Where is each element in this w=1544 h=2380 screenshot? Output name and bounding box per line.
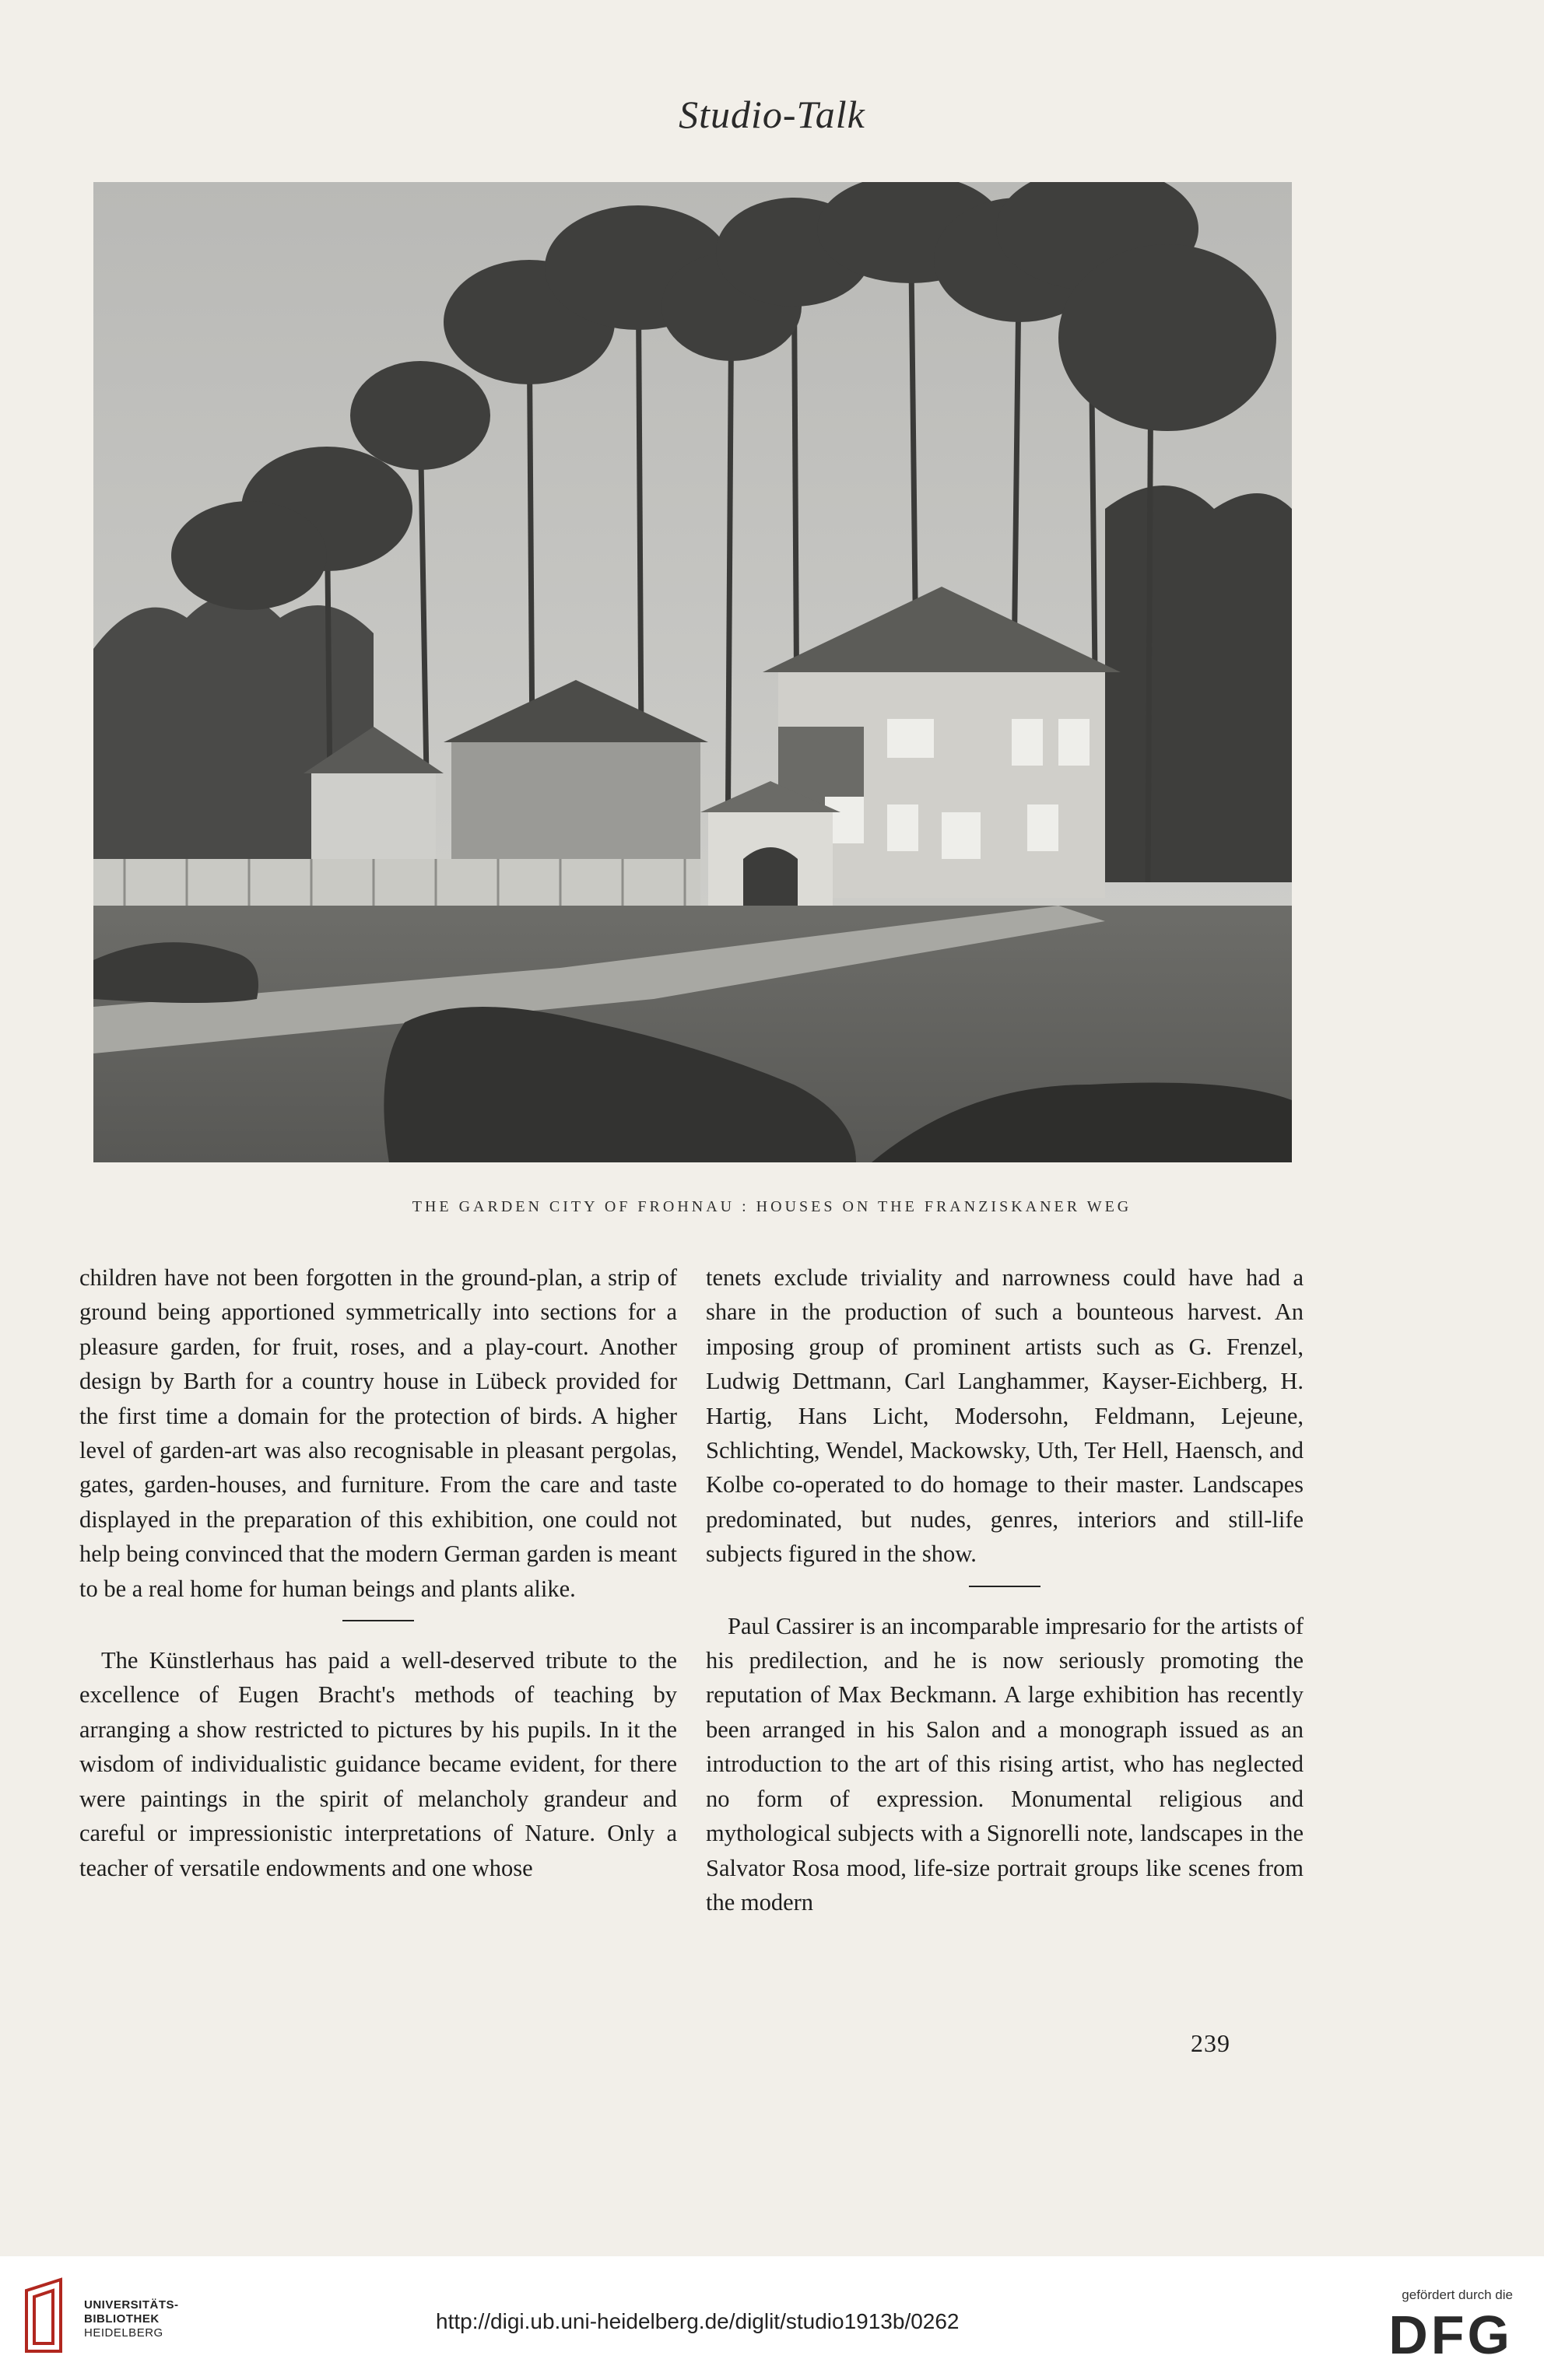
library-name-line-1: UNIVERSITÄTS- [84,2298,179,2312]
left-column [79,1260,677,1885]
right-paragraph-1: tenets exclude triviality and narrowness could have had a share in the production of such a bounteous harvest. An imposing group of prominent artists such as G. Frenzel, Ludwig Dettmann, Carl Langhammer, Kayser-Eichberg, H. Hartig, Hans Licht, Modersohn, Feldmann, Lejeune, Schlichting, Wendel, Mackowsky, Uth, Ter Hell, Haensch, and Kolbe co-operated to do homage to their master. Landscapes predominated, but nudes, genres, interiors and still-life subjects figured in the show. [706,1264,1304,1568]
source-url-link[interactable]: http://digi.ub.uni-heidelberg.de/diglit/studio1913b/0262 [436,2309,960,2333]
plate-caption: THE GARDEN CITY OF FROHNAU : HOUSES ON THE FRANZISKANER WEG [412,1198,1132,1215]
section-divider [969,1586,1040,1587]
right-column [706,1260,1304,1919]
funding-note: gefördert durch die [1402,2287,1513,2302]
running-head: Studio-Talk [679,93,865,136]
digitization-footer [0,2256,1544,2380]
right-paragraph-2: Paul Cassirer is an incomparable impresario for the artists of his predilection, and he is now seriously promoting the reputation of Max Beckmann. A large exhibition has recently been arranged in his Salon and a monograph issued as an introduction to the art of this rising artist, who has neglected no form of expression. Monumental religious and mythological subjects with a Signorelli note, landscapes in the Salvator Rosa mood, life-size portrait groups like scenes from the modern [706,1612,1304,1916]
left-paragraph-1: children have not been forgotten in the ground-plan, a strip of ground being apportioned symmetrically into sections for a pleasure garden, for fruit, roses, and a play-court. Another design by Barth for a country house in Lübeck provided for the first time a domain for the protection of birds. A higher level of garden-art was also recognisable in pleasant pergolas, gates, garden-houses, and furniture. From the care and taste displayed in the preparation of this exhibition, one could not help being convinced that the modern German garden is meant to be a real home for human beings and plants alike. [79,1264,677,1602]
library-name-line-3: HEIDELBERG [84,2326,163,2340]
photo-plate [93,182,1292,1162]
garden-city-photograph [93,182,1292,1162]
section-divider [342,1620,414,1621]
library-name-line-2: BIBLIOTHEK [84,2312,160,2326]
left-paragraph-2: The Künstlerhaus has paid a well-deserved tribute to the excellence of Eugen Bracht's methods of teaching by arranging a show restricted to pictures by his pupils. In it the wisdom of individualistic guidance became evident, for there were paintings in the spirit of melancholy grandeur and careful or impressionistic interpretations of Nature. Only a teacher of versatile endowments and one whose [79,1647,677,1881]
university-library-logo-icon [22,2275,70,2361]
library-name [84,2298,179,2340]
dfg-logo: DFG [1388,2305,1513,2365]
page-number: 239 [1191,2029,1230,2057]
